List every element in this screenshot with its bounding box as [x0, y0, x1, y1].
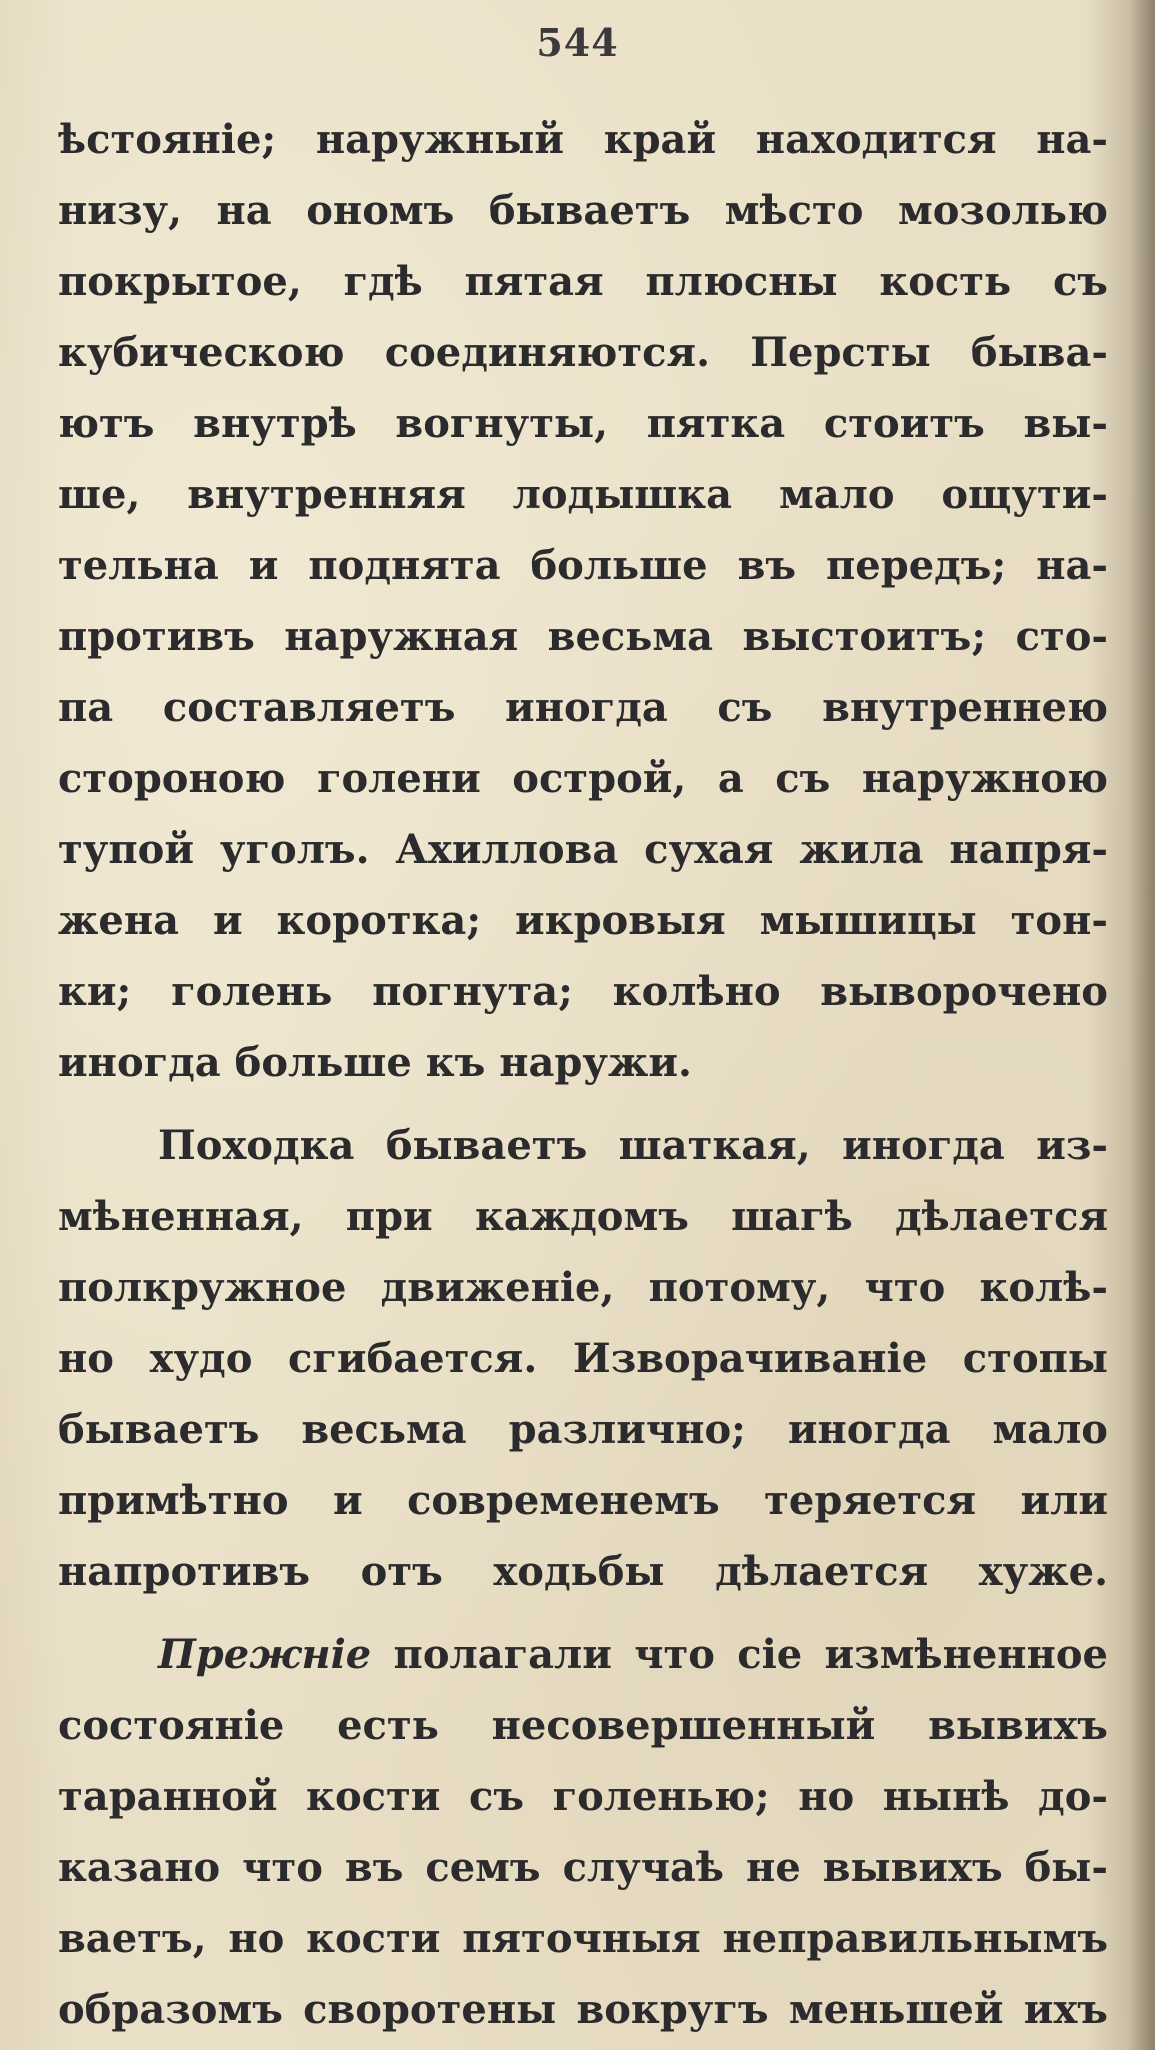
text-line: низу, на ономъ бываетъ мѣсто мозолью — [58, 187, 1108, 234]
text-line-rest: полагали что сіе измѣненное — [371, 1631, 1108, 1678]
text-line: таранной кости съ голенью; но нынѣ до- — [58, 1773, 1108, 1820]
text-line: Походка бываетъ шаткая, иногда из- — [158, 1122, 1108, 1169]
text-line: иногда больше къ наружи. — [58, 1039, 692, 1086]
paragraph-2 — [58, 1110, 1108, 1607]
text-line: тупой уголъ. Ахиллова сухая жила напря- — [58, 826, 1108, 873]
text-line: полкружное движеніе, потому, что колѣ- — [58, 1264, 1108, 1311]
text-line: ютъ внутрѣ вогнуты, пятка стоитъ вы- — [58, 400, 1108, 447]
italic-lead-word: Прежніе — [158, 1631, 372, 1678]
text-line: ѣстояніе; наружный край находится на- — [58, 116, 1108, 163]
text-line: ваетъ, но кости пяточныя неправильнымъ — [58, 1915, 1108, 1962]
text-line: состояніе есть несовершенный вывихъ — [58, 1702, 1108, 1749]
text-line: покрытое, гдѣ пятая плюсны кость съ — [58, 258, 1108, 305]
text-line: жена и коротка; икровыя мышицы тон- — [58, 897, 1108, 944]
text-line: мѣненная, при каждомъ шагѣ дѣлается — [58, 1193, 1108, 1240]
text-line — [58, 1619, 1108, 1690]
text-line: но худо сгибается. Изворачиваніе стопы — [58, 1335, 1108, 1382]
text-line: тельна и поднята больше въ передъ; на- — [58, 542, 1108, 589]
text-line: казано что въ семъ случаѣ не вывихъ бы- — [58, 1844, 1108, 1891]
text-line: образомъ своротены вокругъ меньшей ихъ — [58, 1986, 1108, 2033]
text-line: противъ наружная весьма выстоитъ; сто- — [58, 613, 1108, 660]
page-edge-shadow — [1129, 0, 1155, 2050]
text-line: примѣтно и современемъ теряется или — [58, 1477, 1108, 1524]
text-body — [58, 104, 1108, 2045]
paragraph-1 — [58, 104, 1108, 1098]
text-line: па составляетъ иногда съ внутреннею — [58, 684, 1108, 731]
text-line: ки; голень погнута; колѣно выворочено — [58, 968, 1108, 1015]
page-number: 544 — [536, 20, 619, 65]
text-line: напротивъ отъ ходьбы дѣлается хуже. — [58, 1548, 1108, 1595]
text-line: кубическою соединяются. Персты быва- — [58, 329, 1108, 376]
text-line: ше, внутренняя лодышка мало ощути- — [58, 471, 1108, 518]
paragraph-3 — [58, 1619, 1108, 2045]
text-line: стороною голени острой, а съ наружною — [58, 755, 1108, 802]
text-line: бываетъ весьма различно; иногда мало — [58, 1406, 1108, 1453]
